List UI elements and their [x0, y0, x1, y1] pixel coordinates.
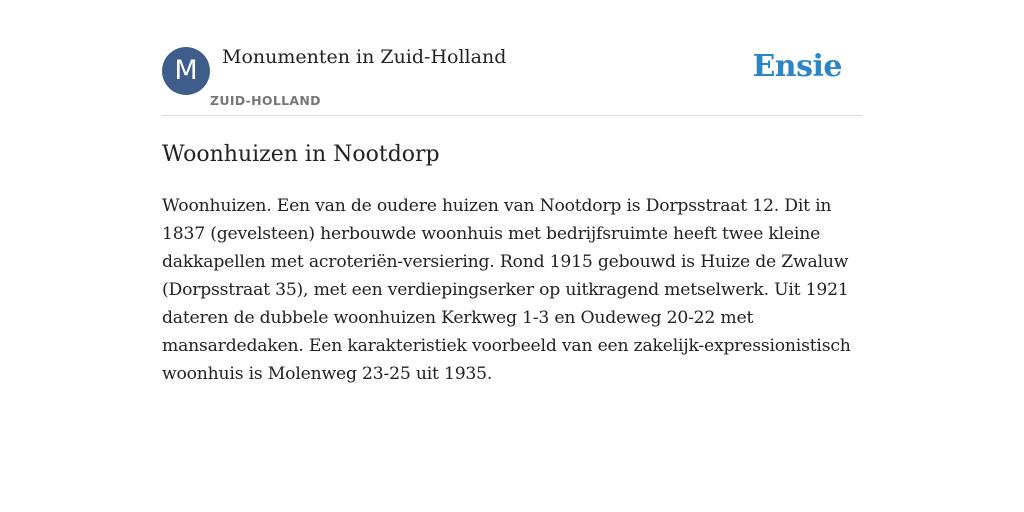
avatar[interactable]: M: [162, 47, 210, 95]
source-title[interactable]: Monumenten in Zuid-Holland: [222, 46, 507, 68]
article-card: [162, 45, 862, 388]
source-header: [162, 45, 862, 116]
page-title: Woonhuizen in Nootdorp: [162, 142, 440, 167]
source-category[interactable]: ZUID-HOLLAND: [210, 93, 321, 108]
article-body: Woonhuizen. Een van de oudere huizen van Nootdorp is Dorpsstraat 12. Dit in 1837 (gevelsteen) herbouwde woonhuis met bedrijfsruimte heeft twee kleine dakkapellen met acroteriën-versiering. Rond 1915 gebouwd is Huize de Zwaluw (Dorpsstraat 35), met een verdiepingserker op uitkragend metselwerk. Uit 1921 dateren de dubbele woonhuizen Kerkweg 1-3 en Oudeweg 20-22 met mansardedaken. Een karakteristiek voorbeeld van een zakelijk-expressionistisch woonhuis is Molenweg 23-25 uit 1935.: [162, 196, 851, 384]
brand-logo[interactable]: Ensie: [752, 49, 842, 84]
